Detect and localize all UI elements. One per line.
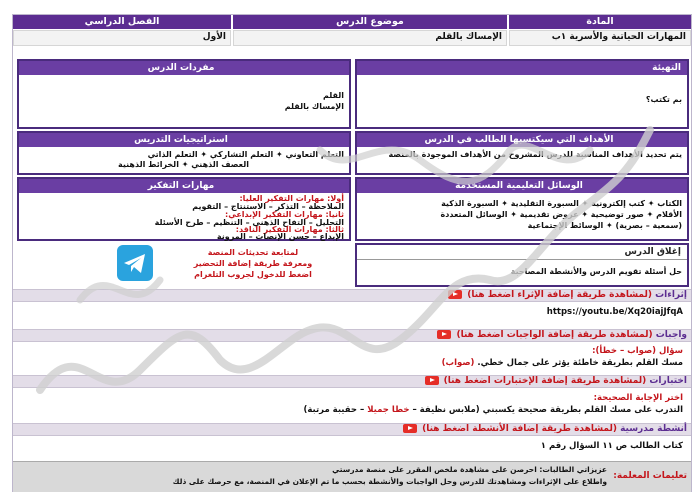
- topic-value: الإمساك بالقلم: [233, 30, 507, 46]
- youtube-icon[interactable]: [448, 290, 462, 299]
- closing-text: حل أسئلة تقويم الدرس والأنشطة المصاحبة: [510, 267, 682, 276]
- vocab-item: الإمساك بالقلم: [284, 102, 344, 111]
- intro-text: بم تكتب؟: [645, 95, 682, 104]
- youtube-icon[interactable]: [403, 424, 417, 433]
- goals-box: [355, 131, 689, 175]
- instructions-line: عزيزاتي الطالبات: احرصن على مشاهدة ملخص المقرر على منصة مدرستي: [332, 465, 607, 474]
- vocab-box: [17, 59, 351, 129]
- homework-answer: (صواب): [441, 358, 475, 368]
- goals-title: الأهداف التي سيكتسبها الطالب في الدرس: [357, 133, 687, 147]
- instructions-box: [13, 461, 691, 492]
- subject-value: المهارات الحياتية والأسرية ١ب: [509, 30, 691, 46]
- tests-answer: خطا جميلا: [367, 405, 410, 415]
- activities-bar[interactable]: [13, 423, 691, 436]
- aids-line: الأقلام ✦ صور توضيحية ✦ عروض تقديمية ✦ الوسائل المتعددة: [440, 210, 682, 219]
- subject-header: المادة: [509, 15, 691, 29]
- activities-link[interactable]: (لمشاهدة طريقة إضافة الأنشطة اضغط هنا): [422, 424, 617, 434]
- telegram-line: لمتابعة تحديثات المنصة: [207, 248, 299, 257]
- thinking-title: مهارات التفكير: [19, 179, 349, 193]
- thinking-text: التحليل – التفاح الذهني – التنظيم – طرح الأسئلة: [154, 218, 344, 227]
- aids-box: [355, 177, 689, 241]
- telegram-line: اضغط للدخول لجروب التلغرام: [194, 270, 312, 279]
- aids-line: الكتاب ✦ كتب إلكترونية ✦ السبورة التقليدية ✦ السبورة الذكية: [441, 199, 682, 208]
- thinking-text: الملاحظة – التذكر – الاستنتاج – التقويم: [192, 202, 344, 211]
- aids-title: الوسائل التعليمية المستخدمة: [357, 179, 687, 193]
- term-header: الفصل الدراسي: [13, 15, 231, 29]
- telegram-icon[interactable]: [117, 245, 153, 281]
- homework-link[interactable]: (لمشاهدة طريقة إضافة الواجبات اضغط هنا): [456, 330, 653, 340]
- thinking-box: [17, 177, 351, 241]
- thinking-heading: ثانيا: مهارات التفكير الإبداعي:: [225, 210, 344, 219]
- aids-line: (سمعية – بصرية) ✦ الوسائط الإجتماعية: [527, 221, 682, 230]
- tests-question: اختر الإجابة الصحيحة:: [593, 393, 683, 403]
- thinking-text: الإبداع – حسن الإنصات – المرونة: [216, 232, 344, 241]
- tests-text: – حقيبة مرتبة): [303, 405, 365, 415]
- telegram-promo[interactable]: [17, 243, 351, 287]
- activities-title: أنشطة مدرسية: [620, 424, 687, 434]
- instructions-line: واطلاع على الإثراءات ومشاهدتك للدرس وحل الواجبات والأنشطة بحسب ما تم الإعلان في المنصة، مع حرصك على ذلك: [172, 477, 607, 486]
- tests-title: اختبارات: [649, 376, 687, 386]
- enrichment-link[interactable]: (لمشاهدة طريقة إضافة الإثراء اضغط هنا): [467, 290, 652, 300]
- lesson-plan-sheet: [12, 14, 692, 492]
- vocab-item: القلم: [322, 91, 344, 100]
- thinking-heading: ثالثا: مهارات التفكير الناقد:: [235, 225, 344, 234]
- thinking-heading: أولا: مهارات التفكير العليا:: [239, 194, 344, 203]
- strategies-title: استراتيجيات التدريس: [19, 133, 349, 147]
- homework-title: واجبات: [655, 330, 687, 340]
- tests-bar[interactable]: [13, 375, 691, 388]
- vocab-title: مفردات الدرس: [19, 61, 349, 75]
- strategies-line: التعلم التعاوني ✦ التعلم التشاركي ✦ التعلم الذاتي: [147, 150, 344, 159]
- enrichment-url[interactable]: https://youtu.be/Xq20iajJfqA: [546, 307, 683, 317]
- enrichment-bar[interactable]: [13, 289, 691, 302]
- homework-bar[interactable]: [13, 329, 691, 342]
- intro-box: [355, 59, 689, 129]
- homework-text-line: [442, 358, 683, 368]
- term-value: الأول: [13, 30, 231, 46]
- goals-text: يتم تحديد الأهداف المناسبة للدرس المشروح من الأهداف الموجودة بالمنصة: [388, 150, 682, 159]
- enrichment-title: إثراءات: [655, 290, 687, 300]
- youtube-icon[interactable]: [437, 330, 451, 339]
- instructions-label: تعليمات المعلمة:: [613, 471, 687, 481]
- topic-header: موضوع الدرس: [233, 15, 507, 29]
- closing-title: إغلاق الدرس: [357, 245, 687, 260]
- tests-text: التدرب على مسك القلم بطريقة صحيحة يكسبني (ملابس نظيفة –: [412, 405, 683, 415]
- homework-question: سؤال (صواب – خطأ):: [592, 346, 683, 356]
- strategies-box: [17, 131, 351, 175]
- telegram-line: ومعرفة طريقة إضافة التحضير: [193, 259, 313, 268]
- tests-text-line: [303, 405, 683, 415]
- closing-box: [355, 243, 689, 287]
- activities-text: كتاب الطالب ص ١١ السؤال رقم ١: [540, 441, 683, 451]
- strategies-line: العصف الذهني ✦ الخرائط الذهنية: [118, 160, 249, 169]
- youtube-icon[interactable]: [425, 376, 439, 385]
- intro-title: التهيئة: [357, 61, 687, 75]
- homework-text: مسك القلم بطريقة خاطئة يؤثر على جمال خطي.: [477, 358, 683, 368]
- tests-link[interactable]: (لمشاهدة طريقة إضافة الإختبارات اضغط هنا): [443, 376, 647, 386]
